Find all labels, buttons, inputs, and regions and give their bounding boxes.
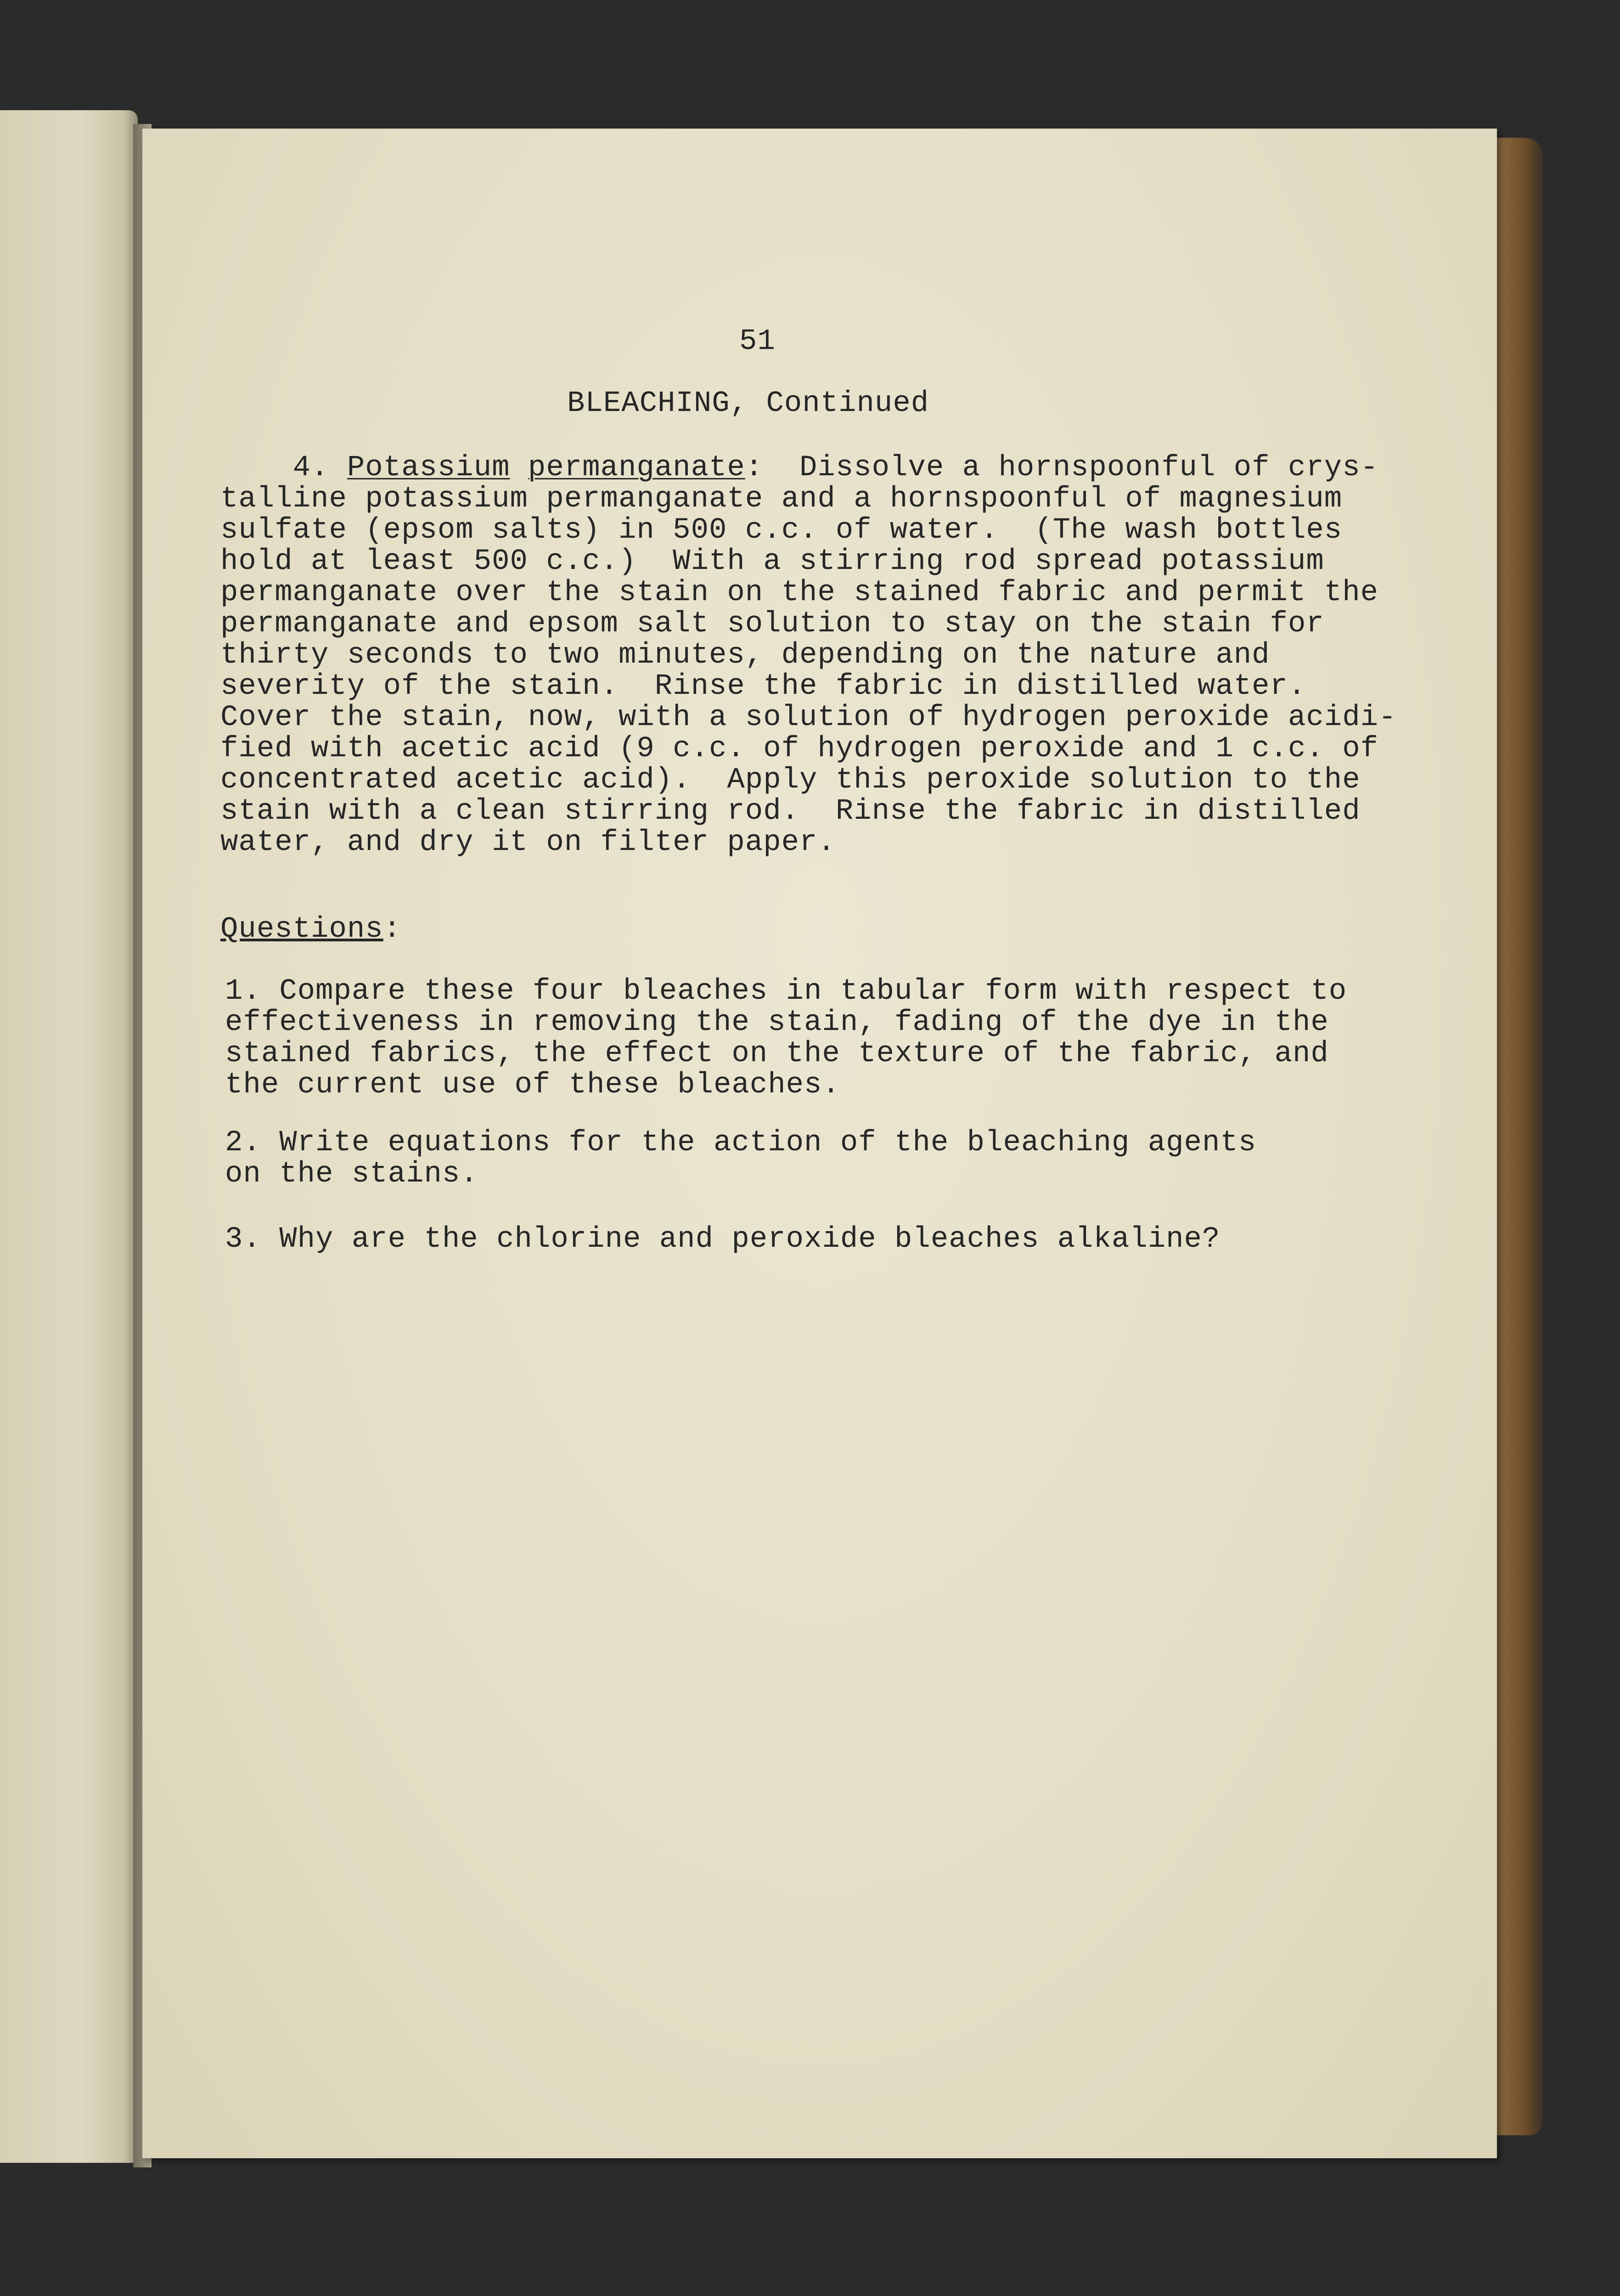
questions-heading-colon: :: [383, 913, 402, 946]
page-number: 51: [739, 325, 776, 358]
section-4-line: Cover the stain, now, with a solution of hydrogen peroxide acidi-: [220, 701, 1397, 734]
section-4-line: talline potassium permanganate and a hornspoonful of magnesium: [220, 483, 1343, 516]
section-4-line: sulfate (epsom salts) in 500 c.c. of water. (The wash bottles: [220, 514, 1343, 547]
section-4-line: severity of the stain. Rinse the fabric in distilled water.: [220, 670, 1306, 703]
section-4-line: permanganate over the stain on the stained fabric and permit the: [220, 576, 1378, 609]
section-4-line: thirty seconds to two minutes, depending on the nature and: [220, 639, 1270, 672]
facing-page-bleed-through: [87, 110, 133, 2163]
section-4-line: hold at least 500 c.c.) With a stirring rod spread potassium: [220, 545, 1324, 578]
section-4-title-word1: Potassium: [347, 451, 510, 484]
question-1: 1. Compare these four bleaches in tabular form with respect to effectiveness in removing the stain, fading of the dye in the stained fabrics, the effect on the texture of the fabric, and the current use of these bleaches.: [225, 975, 1347, 1102]
section-4-line: water, and dry it on filter paper.: [220, 826, 836, 859]
questions-heading-label: Questions: [220, 913, 383, 946]
section-4-line: permanganate and epsom salt solution to stay on the stain for: [220, 608, 1324, 641]
page-heading: BLEACHING, Continued: [567, 387, 929, 420]
section-4-paragraph: [220, 452, 1396, 858]
facing-page: [0, 110, 138, 2163]
section-4-number: 4.: [292, 451, 329, 484]
section-4-line: fied with acetic acid (9 c.c. of hydrogen peroxide and 1 c.c. of: [220, 732, 1378, 765]
question-2: 2. Write equations for the action of the bleaching agents on the stains.: [225, 1126, 1257, 1191]
section-4-title-word2: permanganate: [528, 451, 745, 484]
section-4-first-line: [220, 451, 1378, 484]
section-4-colon: :: [745, 451, 764, 484]
section-4-first-line-rest: Dissolve a hornspoonful of crys-: [799, 451, 1378, 484]
section-4-line: concentrated acetic acid). Apply this peroxide solution to the: [220, 764, 1361, 797]
section-4-line: stain with a clean stirring rod. Rinse the fabric in distilled: [220, 795, 1361, 828]
questions-heading: [220, 914, 401, 945]
question-3: 3. Why are the chlorine and peroxide bleaches alkaline?: [225, 1223, 1221, 1256]
